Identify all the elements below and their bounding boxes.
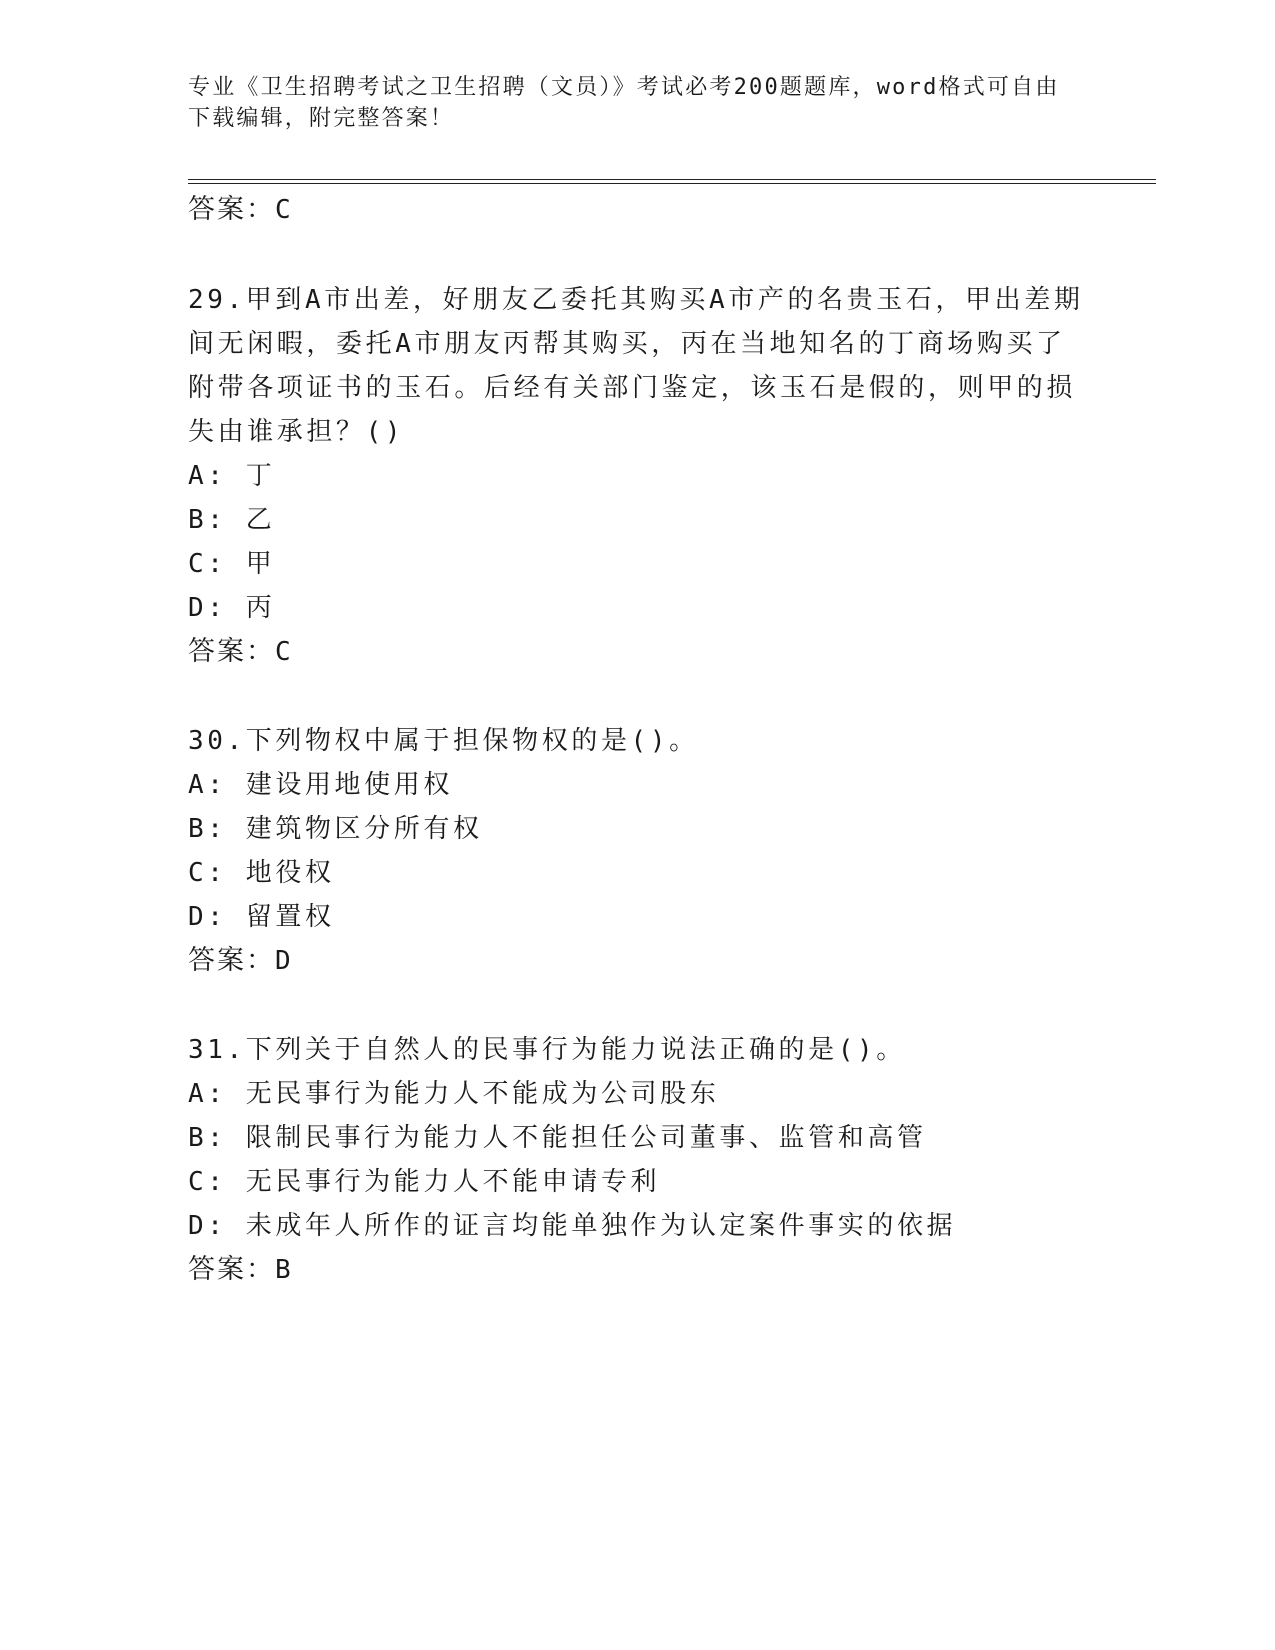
document-header: 专业《卫生招聘考试之卫生招聘（文员）》考试必考200题题库，word格式可自由下载编辑，附完整答案！ <box>188 75 1060 131</box>
answer-q31 <box>188 1254 293 1286</box>
q29-stem-line-4: 失由谁承担？() <box>188 417 405 447</box>
answer-value: C <box>275 637 293 667</box>
q29-stem-line-1: 29.甲到A市出差，好朋友乙委托其购买A市产的名贵玉石，甲出差期 <box>188 285 1084 315</box>
q30-option-a: A: 建设用地使用权 <box>188 770 453 800</box>
answer-label: 答案： <box>188 194 275 225</box>
q31-option-c: C: 无民事行为能力人不能申请专利 <box>188 1167 661 1197</box>
answer-value: D <box>275 946 293 976</box>
answer-q30 <box>188 945 293 977</box>
q31-option-b: B: 限制民事行为能力人不能担任公司董事、监管和高管 <box>188 1123 927 1153</box>
answer-label: 答案： <box>188 1254 275 1285</box>
q30-option-b: B: 建筑物区分所有权 <box>188 814 483 844</box>
q30-option-d: D: 留置权 <box>188 902 335 932</box>
q30-stem: 30.下列物权中属于担保物权的是()。 <box>188 726 699 756</box>
q29-option-a: A: 丁 <box>188 461 276 491</box>
answer-value: C <box>275 195 293 225</box>
q29-option-b: B: 乙 <box>188 505 276 535</box>
q31-stem: 31.下列关于自然人的民事行为能力说法正确的是()。 <box>188 1035 906 1065</box>
q31-option-a: A: 无民事行为能力人不能成为公司股东 <box>188 1079 720 1109</box>
header-divider-bottom <box>188 183 1156 184</box>
answer-value: B <box>275 1255 293 1285</box>
q31-option-d: D: 未成年人所作的证言均能单独作为认定案件事实的依据 <box>188 1211 957 1241</box>
q29-option-d: D: 丙 <box>188 593 276 623</box>
answer-q29 <box>188 636 293 668</box>
answer-q28 <box>188 194 293 226</box>
answer-label: 答案： <box>188 945 275 976</box>
answer-label: 答案： <box>188 636 275 667</box>
q29-option-c: C: 甲 <box>188 549 276 579</box>
header-divider-top <box>188 179 1156 180</box>
q30-option-c: C: 地役权 <box>188 858 335 888</box>
q29-stem-line-3: 附带各项证书的玉石。后经有关部门鉴定，该玉石是假的，则甲的损 <box>188 373 1077 403</box>
q29-stem-line-2: 间无闲暇，委托A市朋友丙帮其购买，丙在当地知名的丁商场购买了 <box>188 329 1066 359</box>
